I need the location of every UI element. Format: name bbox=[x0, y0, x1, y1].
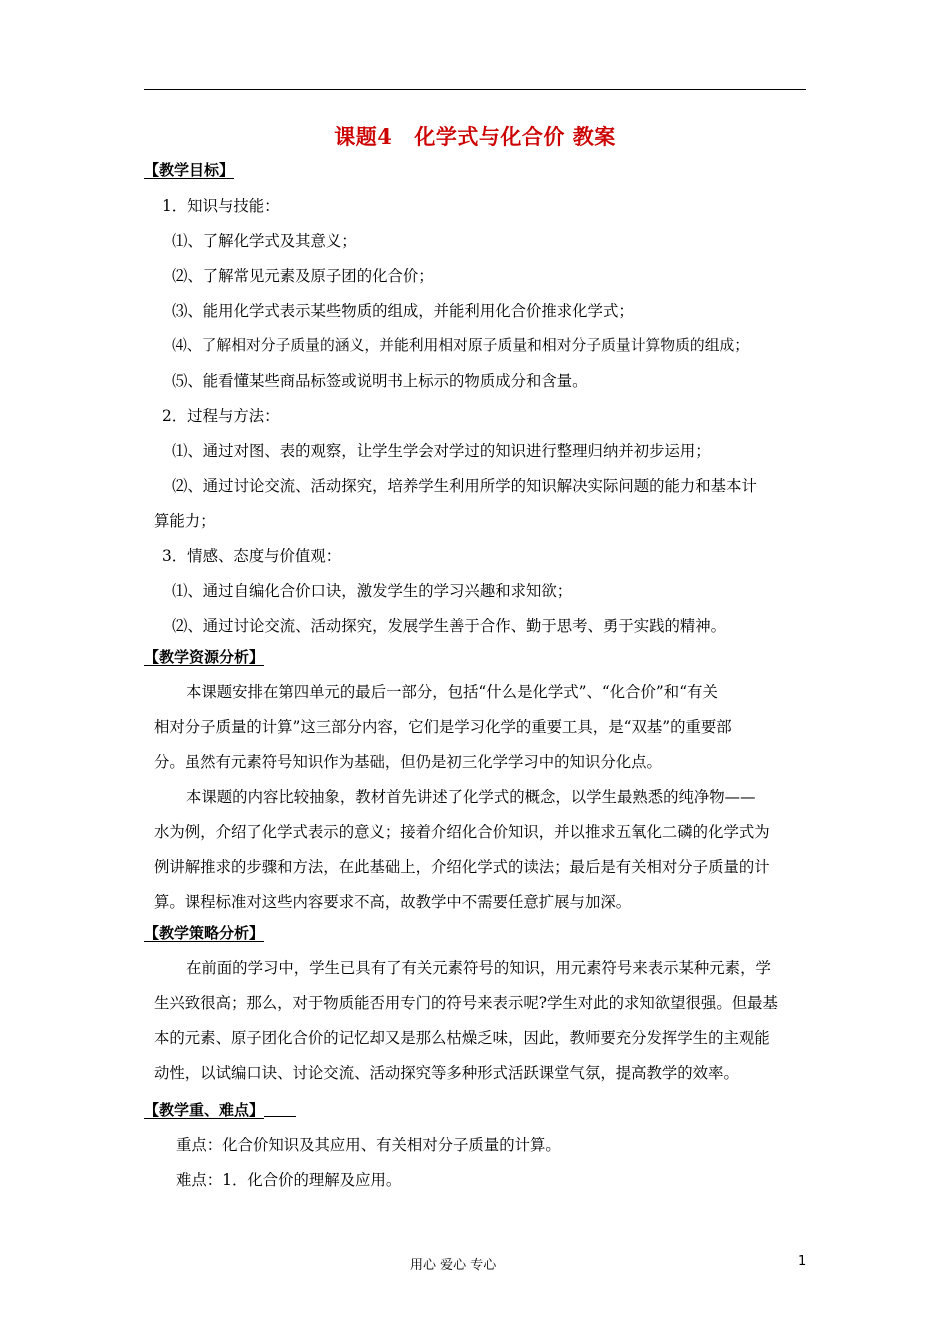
paragraph-line: 生兴致很高；那么，对于物质能否用专门的符号来表示呢?学生对此的求知欲望很强。但最基 bbox=[154, 994, 778, 1012]
objectives-item: ⑴、通过对图、表的观察，让学生学会对学过的知识进行整理归纳并初步运用； bbox=[172, 442, 711, 460]
paragraph-line: 在前面的学习中，学生已具有了有关元素符号的知识，用元素符号来表示某种元素，学 bbox=[186, 959, 771, 977]
objectives-item: ⑵、了解常见元素及原子团的化合价； bbox=[172, 267, 434, 285]
paragraph-line: 本课题的内容比较抽象，教材首先讲述了化学式的概念，以学生最熟悉的纯净物—— bbox=[186, 788, 756, 806]
objectives-item: ⑷、了解相对分子质量的涵义，并能利用相对原子质量和相对分子质量计算物质的组成； bbox=[172, 337, 750, 354]
paragraph-line: 本课题安排在第四单元的最后一部分，包括“什么是化学式”、“化合价”和“有关 bbox=[186, 683, 718, 701]
objectives-section-1-title: 1．知识与技能： bbox=[162, 197, 280, 215]
page-title bbox=[0, 121, 950, 151]
objectives-section-3-title: 3．情感、态度与价值观： bbox=[162, 547, 342, 565]
title-lesson-number: 课题4 bbox=[334, 124, 393, 149]
objectives-item: ⑴、通过自编化合价口诀，激发学生的学习兴趣和求知欲； bbox=[172, 582, 573, 600]
objectives-item: ⑵、通过讨论交流、活动探究，发展学生善于合作、勤于思考、勇于实践的精神。 bbox=[172, 617, 727, 635]
objectives-section-2-title: 2．过程与方法： bbox=[162, 407, 280, 425]
objectives-item: ⑸、能看懂某些商品标签或说明书上标示的物质成分和含量。 bbox=[172, 372, 588, 390]
paragraph-line: 本的元素、原子团化合价的记忆却又是那么枯燥乏味，因此，教师要充分发挥学生的主观能 bbox=[154, 1029, 770, 1047]
paragraph-line: 相对分子质量的计算”这三部分内容，它们是学习化学的重要工具，是“双基”的重要部 bbox=[154, 718, 732, 736]
paragraph-line: 水为例，介绍了化学式表示的意义；接着介绍化合价知识，并以推求五氧化二磷的化学式为 bbox=[154, 823, 770, 841]
key-point: 重点：化合价知识及其应用、有关相对分子质量的计算。 bbox=[176, 1136, 561, 1154]
objectives-item: ⑶、能用化学式表示某些物质的组成，并能利用化合价推求化学式； bbox=[172, 302, 634, 320]
paragraph-line: 动性，以试编口诀、讨论交流、活动探究等多种形式活跃课堂气氛，提高教学的效率。 bbox=[154, 1064, 739, 1082]
resources-heading: 【教学资源分析】 bbox=[144, 648, 265, 666]
keypoints-heading: 【教学重、难点】 bbox=[144, 1100, 296, 1120]
objectives-item: ⑴、了解化学式及其意义； bbox=[172, 232, 357, 250]
footer-slogan: 用心 爱心 专心 bbox=[410, 1258, 497, 1273]
paragraph-line: 例讲解推求的步骤和方法，在此基础上，介绍化学式的读法；最后是有关相对分子质量的计 bbox=[154, 858, 770, 876]
header-rule bbox=[144, 89, 806, 90]
objectives-heading: 【教学目标】 bbox=[144, 161, 235, 179]
difficult-point: 难点：1．化合价的理解及应用。 bbox=[176, 1171, 402, 1189]
paragraph-line: 算。课程标准对这些内容要求不高，故教学中不需要任意扩展与加深。 bbox=[154, 893, 632, 911]
objectives-item-continued: 算能力； bbox=[154, 512, 216, 530]
page-number: 1 bbox=[798, 1254, 807, 1269]
objectives-item: ⑵、通过讨论交流、活动探究，培养学生利用所学的知识解决实际问题的能力和基本计 bbox=[172, 477, 757, 495]
paragraph-line: 分。虽然有元素符号知识作为基础，但仍是初三化学学习中的知识分化点。 bbox=[154, 753, 662, 771]
title-topic: 化学式与化合价 教案 bbox=[414, 124, 616, 149]
strategy-heading: 【教学策略分析】 bbox=[144, 924, 265, 942]
